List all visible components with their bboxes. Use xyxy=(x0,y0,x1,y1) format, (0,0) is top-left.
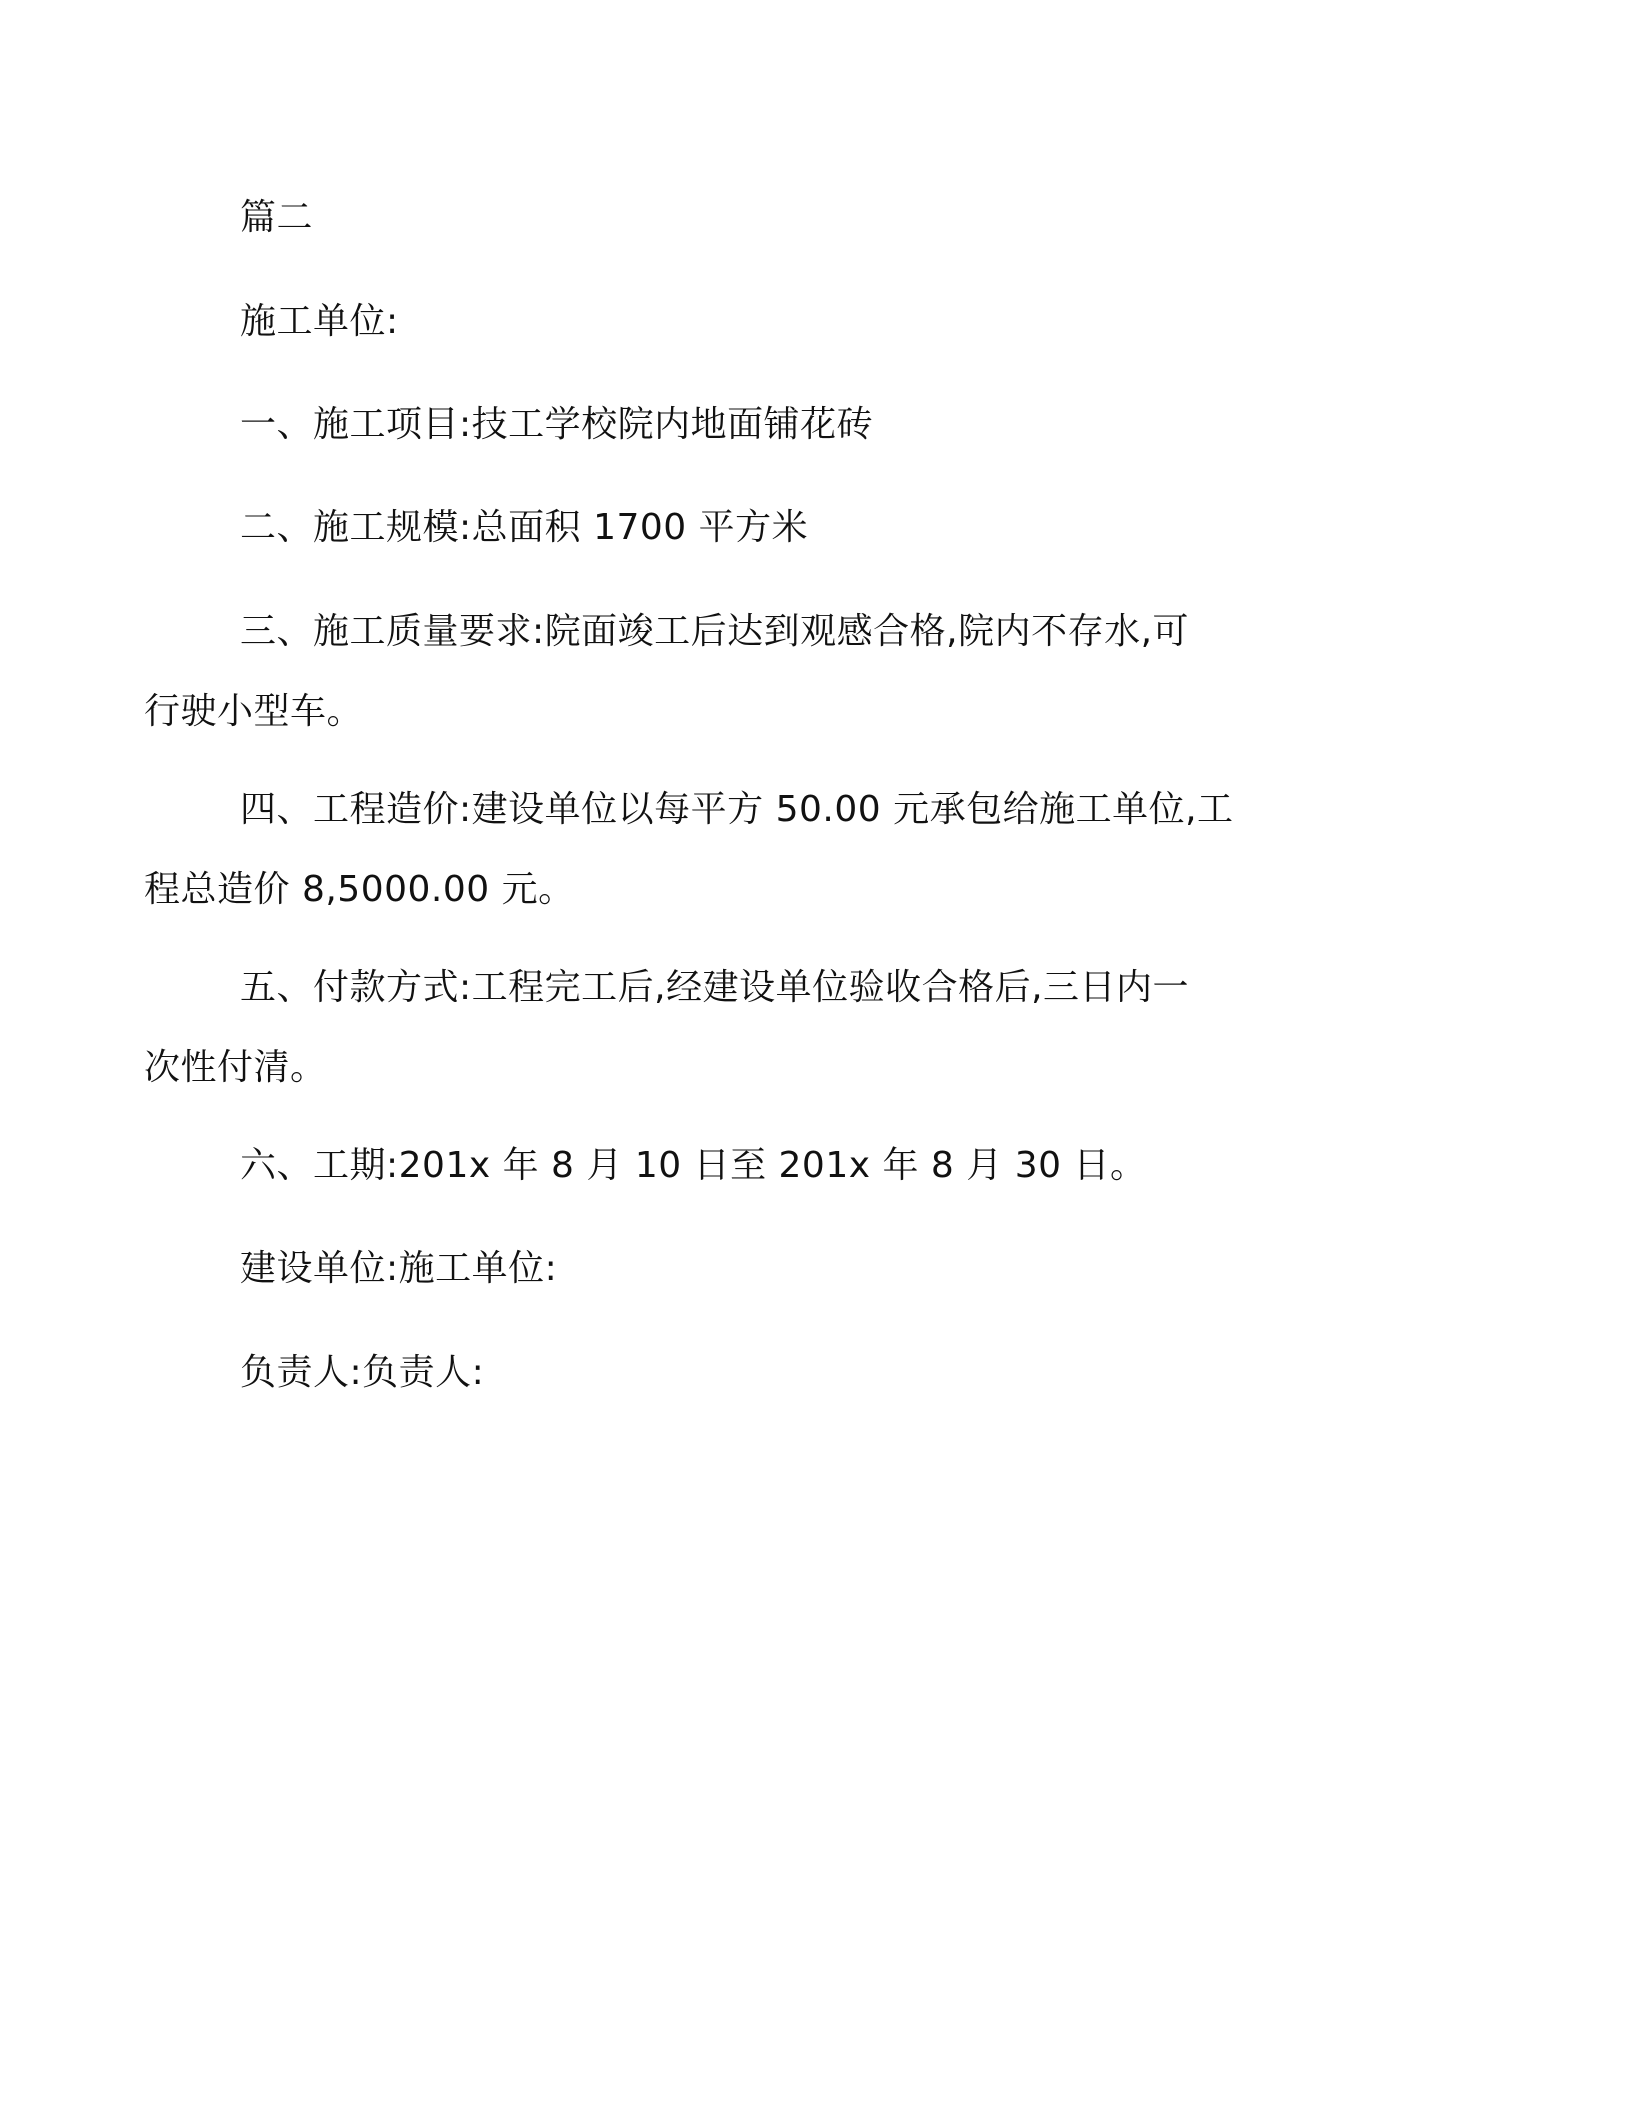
item-construction-scale xyxy=(240,488,1380,568)
item5-line2: 次性付清。 xyxy=(144,1047,327,1088)
document-heading xyxy=(240,178,1380,258)
heading-text: 篇二 xyxy=(240,197,314,238)
item-payment-method xyxy=(144,948,1380,1108)
item4-line2: 程总造价 8,5000.00 元。 xyxy=(144,869,575,910)
item-schedule xyxy=(240,1126,1380,1206)
item-project-cost xyxy=(144,770,1380,930)
signature-persons xyxy=(240,1333,1380,1413)
item5-line1: 五、付款方式:工程完工后,经建设单位验收合格后,三日内一 xyxy=(240,967,1190,1008)
signature-units xyxy=(240,1229,1380,1309)
item3-line1: 三、施工质量要求:院面竣工后达到观感合格,院内不存水,可 xyxy=(240,611,1190,652)
item3-line2: 行驶小型车。 xyxy=(144,691,364,732)
item2-text: 二、施工规模:总面积 1700 平方米 xyxy=(240,507,809,548)
item1-text: 一、施工项目:技工学校院内地面铺花砖 xyxy=(240,404,874,445)
item-quality-requirements xyxy=(144,592,1380,752)
signature-persons-text: 负责人:负责人: xyxy=(240,1352,485,1393)
item6-text: 六、工期:201x 年 8 月 10 日至 201x 年 8 月 30 日。 xyxy=(240,1145,1147,1186)
contractor-text: 施工单位: xyxy=(240,301,399,342)
signature-units-text: 建设单位:施工单位: xyxy=(240,1248,558,1289)
item4-line1: 四、工程造价:建设单位以每平方 50.00 元承包给施工单位,工 xyxy=(240,789,1234,830)
item-construction-project xyxy=(240,385,1380,465)
contractor-line xyxy=(240,282,1380,362)
